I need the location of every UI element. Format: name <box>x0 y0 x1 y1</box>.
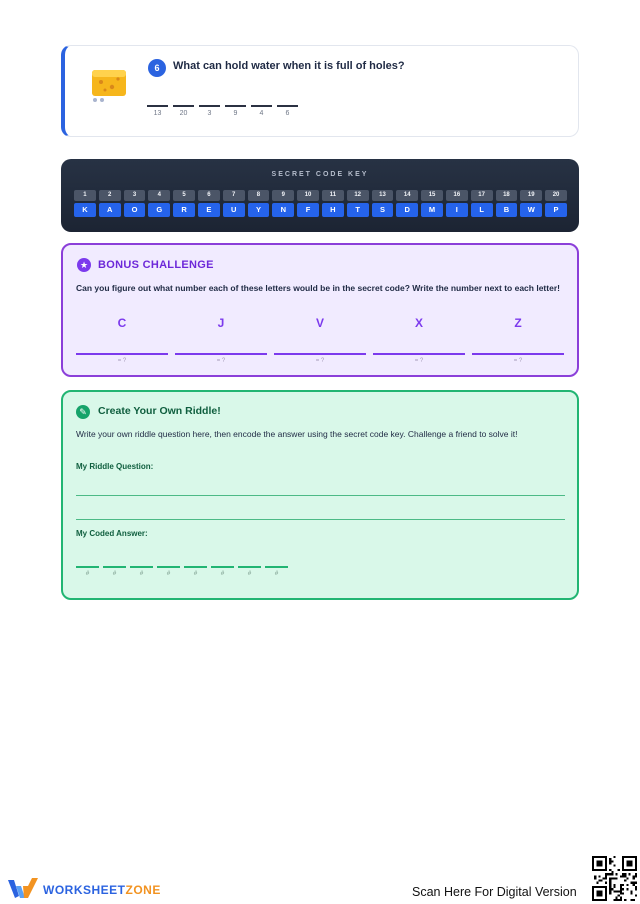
code-key-letter: D <box>396 203 418 217</box>
scan-text: Scan Here For Digital Version <box>412 885 577 899</box>
coded-answer-slot[interactable]: # <box>76 566 99 577</box>
riddle-card <box>61 45 579 137</box>
code-key-number: 18 <box>496 190 518 201</box>
code-key-pair <box>347 190 369 217</box>
code-key-pair <box>297 190 319 217</box>
bonus-answer-line[interactable] <box>76 353 168 355</box>
code-key-grid <box>74 190 567 217</box>
bonus-letter: X <box>414 316 423 330</box>
question-number-badge: 6 <box>148 59 166 77</box>
code-key-number: 12 <box>347 190 369 201</box>
code-key-letter: P <box>545 203 567 217</box>
riddle-question-line-2[interactable] <box>76 519 565 520</box>
answer-slot[interactable]: 6 <box>277 105 298 117</box>
coded-answer-slot[interactable]: # <box>265 566 288 577</box>
code-key-letter: E <box>198 203 220 217</box>
code-key-letter: H <box>322 203 344 217</box>
code-key-pair <box>545 190 567 217</box>
bonus-hint: = ? <box>315 357 325 364</box>
bonus-item <box>274 316 366 364</box>
code-key-letter: R <box>173 203 195 217</box>
code-key-pair <box>223 190 245 217</box>
bonus-item <box>373 316 465 364</box>
riddle-question-label: My Riddle Question: <box>76 462 154 471</box>
bonus-challenge-card <box>61 243 579 377</box>
code-key-number: 2 <box>99 190 121 201</box>
code-key-pair <box>74 190 96 217</box>
code-key-pair <box>520 190 542 217</box>
code-key-number: 5 <box>173 190 195 201</box>
code-key-pair <box>446 190 468 217</box>
answer-slots <box>147 105 298 117</box>
code-key-pair <box>173 190 195 217</box>
code-key-number: 14 <box>396 190 418 201</box>
bonus-hint: = ? <box>414 357 424 364</box>
code-key-number: 3 <box>124 190 146 201</box>
code-key-number: 15 <box>421 190 443 201</box>
code-key-letter: A <box>99 203 121 217</box>
code-key-pair <box>322 190 344 217</box>
bonus-answer-line[interactable] <box>373 353 465 355</box>
bonus-items <box>76 316 564 364</box>
code-key-letter: U <box>223 203 245 217</box>
bonus-hint: = ? <box>117 357 127 364</box>
create-riddle-card <box>61 390 579 600</box>
bonus-description: Can you figure out what number each of these letters would be in the secret code? Write the number next to each letter! <box>76 283 560 293</box>
code-key-letter: W <box>520 203 542 217</box>
code-key-letter: Y <box>248 203 270 217</box>
code-key-letter: N <box>272 203 294 217</box>
cheese-icon <box>90 68 128 104</box>
bonus-letter: J <box>217 316 225 330</box>
code-key-pair <box>124 190 146 217</box>
code-key-pair <box>148 190 170 217</box>
pencil-icon: ✎ <box>76 405 90 419</box>
code-key-number: 17 <box>471 190 493 201</box>
code-key-pair <box>272 190 294 217</box>
code-key-number: 4 <box>148 190 170 201</box>
bonus-answer-line[interactable] <box>472 353 564 355</box>
code-key-pair <box>421 190 443 217</box>
code-key-pair <box>396 190 418 217</box>
answer-slot[interactable]: 3 <box>199 105 220 117</box>
code-key-letter: K <box>74 203 96 217</box>
brand-logo-text[interactable]: WORKSHEETZONE <box>43 883 161 897</box>
code-key-letter: L <box>471 203 493 217</box>
answer-slot[interactable]: 13 <box>147 105 168 117</box>
create-description: Write your own riddle question here, then encode the answer using the secret code key. Challenge a friend to solve it! <box>76 429 518 439</box>
code-key-letter: M <box>421 203 443 217</box>
answer-slot[interactable]: 9 <box>225 105 246 117</box>
coded-answer-slot[interactable]: # <box>130 566 153 577</box>
answer-slot[interactable]: 4 <box>251 105 272 117</box>
coded-answer-slot[interactable]: # <box>238 566 261 577</box>
bonus-answer-line[interactable] <box>274 353 366 355</box>
code-key-number: 16 <box>446 190 468 201</box>
bonus-letter: C <box>117 316 127 330</box>
star-icon: ★ <box>77 258 91 272</box>
bonus-item <box>175 316 267 364</box>
bonus-item <box>472 316 564 364</box>
bonus-item <box>76 316 168 364</box>
code-key-letter: F <box>297 203 319 217</box>
riddle-question: What can hold water when it is full of holes? <box>173 60 405 72</box>
worksheetzone-logo-icon <box>8 878 38 900</box>
code-key-letter: G <box>148 203 170 217</box>
bonus-hint: = ? <box>513 357 523 364</box>
code-key-letter: T <box>347 203 369 217</box>
code-key-title: SECRET CODE KEY <box>271 171 369 178</box>
code-key-pair <box>471 190 493 217</box>
code-key-number: 7 <box>223 190 245 201</box>
code-key-number: 6 <box>198 190 220 201</box>
code-key-letter: S <box>372 203 394 217</box>
code-key-number: 10 <box>297 190 319 201</box>
code-key-letter: I <box>446 203 468 217</box>
code-key-pair <box>372 190 394 217</box>
riddle-question-line-1[interactable] <box>76 495 565 496</box>
code-key-letter: B <box>496 203 518 217</box>
code-key-number: 1 <box>74 190 96 201</box>
code-key-pair <box>198 190 220 217</box>
bonus-answer-line[interactable] <box>175 353 267 355</box>
coded-answer-slot[interactable]: # <box>211 566 234 577</box>
code-key-number: 19 <box>520 190 542 201</box>
coded-answer-slot[interactable]: # <box>157 566 180 577</box>
code-key-letter: O <box>124 203 146 217</box>
qr-code[interactable] <box>592 856 637 901</box>
bonus-title: BONUS CHALLENGE <box>98 259 214 271</box>
code-key-pair <box>99 190 121 217</box>
bonus-letter: V <box>315 316 324 330</box>
code-key-pair <box>248 190 270 217</box>
coded-answer-slot[interactable]: # <box>184 566 207 577</box>
answer-slot[interactable]: 20 <box>173 105 194 117</box>
code-key-number: 20 <box>545 190 567 201</box>
code-key-number: 13 <box>372 190 394 201</box>
code-key-number: 8 <box>248 190 270 201</box>
code-key-number: 9 <box>272 190 294 201</box>
coded-answer-label: My Coded Answer: <box>76 529 148 538</box>
create-title: Create Your Own Riddle! <box>98 405 221 417</box>
code-key-number: 11 <box>322 190 344 201</box>
coded-answer-slot[interactable]: # <box>103 566 126 577</box>
secret-code-key <box>61 159 579 232</box>
coded-answer-slots <box>76 566 288 577</box>
bonus-letter: Z <box>514 316 522 330</box>
code-key-pair <box>496 190 518 217</box>
bonus-hint: = ? <box>216 357 226 364</box>
